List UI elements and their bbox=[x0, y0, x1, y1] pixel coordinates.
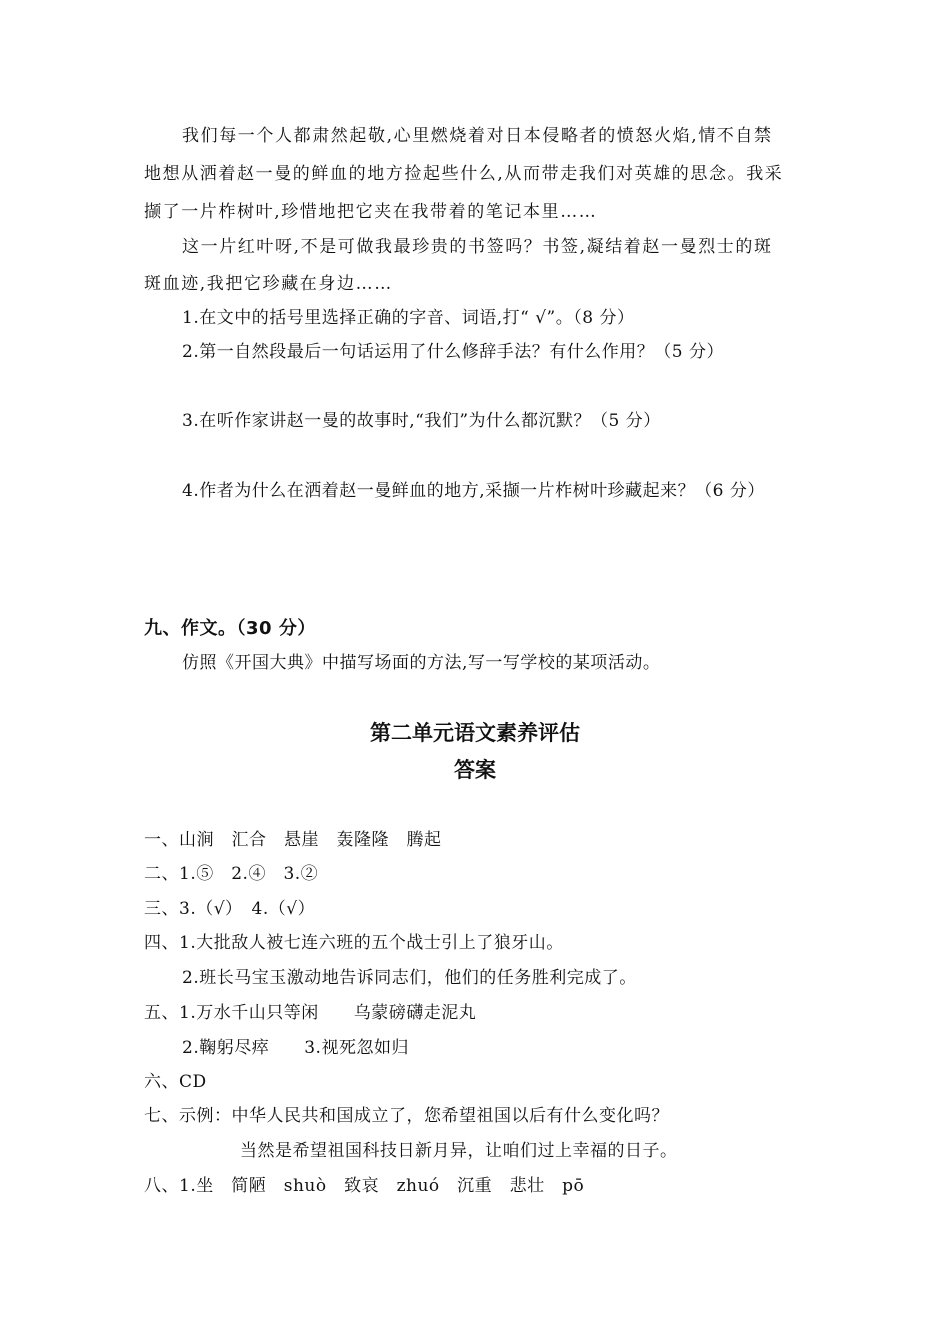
composition-prompt: 仿照《开国大典》中描写场面的方法,写一写学校的某项活动。 bbox=[182, 653, 661, 673]
answer-6: 六、CD bbox=[144, 1072, 207, 1092]
answer-5-line2: 2.鞠躬尽瘁 3.视死忽如归 bbox=[182, 1038, 409, 1058]
answer-7-line1: 七、示例：中华人民共和国成立了，您希望祖国以后有什么变化吗？ bbox=[144, 1106, 669, 1126]
answer-5-line1: 五、1.万水千山只等闲 乌蒙磅礴走泥丸 bbox=[144, 1003, 477, 1023]
answer-2: 二、1.⑤ 2.④ 3.② bbox=[144, 864, 319, 884]
answer-title: 第二单元语文素养评估 bbox=[370, 721, 580, 745]
question-1: 1.在文中的括号里选择正确的字音、词语,打“ √”。（8 分） bbox=[182, 308, 635, 328]
passage-p1-line1: 我们每一个人都肃然起敬,心里燃烧着对日本侵略者的愤怒火焰,情不自禁 bbox=[182, 126, 773, 146]
passage-p2-line1: 这一片红叶呀,不是可做我最珍贵的书签吗？书签,凝结着赵一曼烈士的斑 bbox=[182, 237, 773, 257]
passage-p1-line2: 地想从洒着赵一曼的鲜血的地方捡起些什么,从而带走我们对英雄的思念。我采 bbox=[144, 164, 784, 184]
question-4: 4.作者为什么在洒着赵一曼鲜血的地方,采撷一片柞树叶珍藏起来？（6 分） bbox=[182, 481, 765, 501]
composition-heading: 九、作文。（30 分） bbox=[144, 618, 316, 639]
question-2: 2.第一自然段最后一句话运用了什么修辞手法？有什么作用？（5 分） bbox=[182, 342, 724, 362]
passage-p1-line3: 撷了一片柞树叶,珍惜地把它夹在我带着的笔记本里…… bbox=[144, 202, 598, 222]
answer-7-line2: 当然是希望祖国科技日新月异，让咱们过上幸福的日子。 bbox=[240, 1141, 678, 1161]
answer-subtitle: 答案 bbox=[454, 758, 496, 782]
answer-4-line1: 四、1.大批敌人被七连六班的五个战士引上了狼牙山。 bbox=[144, 933, 564, 953]
passage-p2-line2: 斑血迹,我把它珍藏在身边…… bbox=[144, 274, 393, 294]
answer-1: 一、山涧 汇合 悬崖 轰隆隆 腾起 bbox=[144, 830, 442, 850]
question-3: 3.在听作家讲赵一曼的故事时,“我们”为什么都沉默？（5 分） bbox=[182, 411, 661, 431]
answer-8: 八、1.坐 简陋 shuò 致哀 zhuó 沉重 悲壮 pō bbox=[144, 1176, 585, 1196]
answer-3: 三、3.（√） 4.（√） bbox=[144, 899, 316, 919]
answer-4-line2: 2.班长马宝玉激动地告诉同志们，他们的任务胜利完成了。 bbox=[182, 968, 637, 988]
